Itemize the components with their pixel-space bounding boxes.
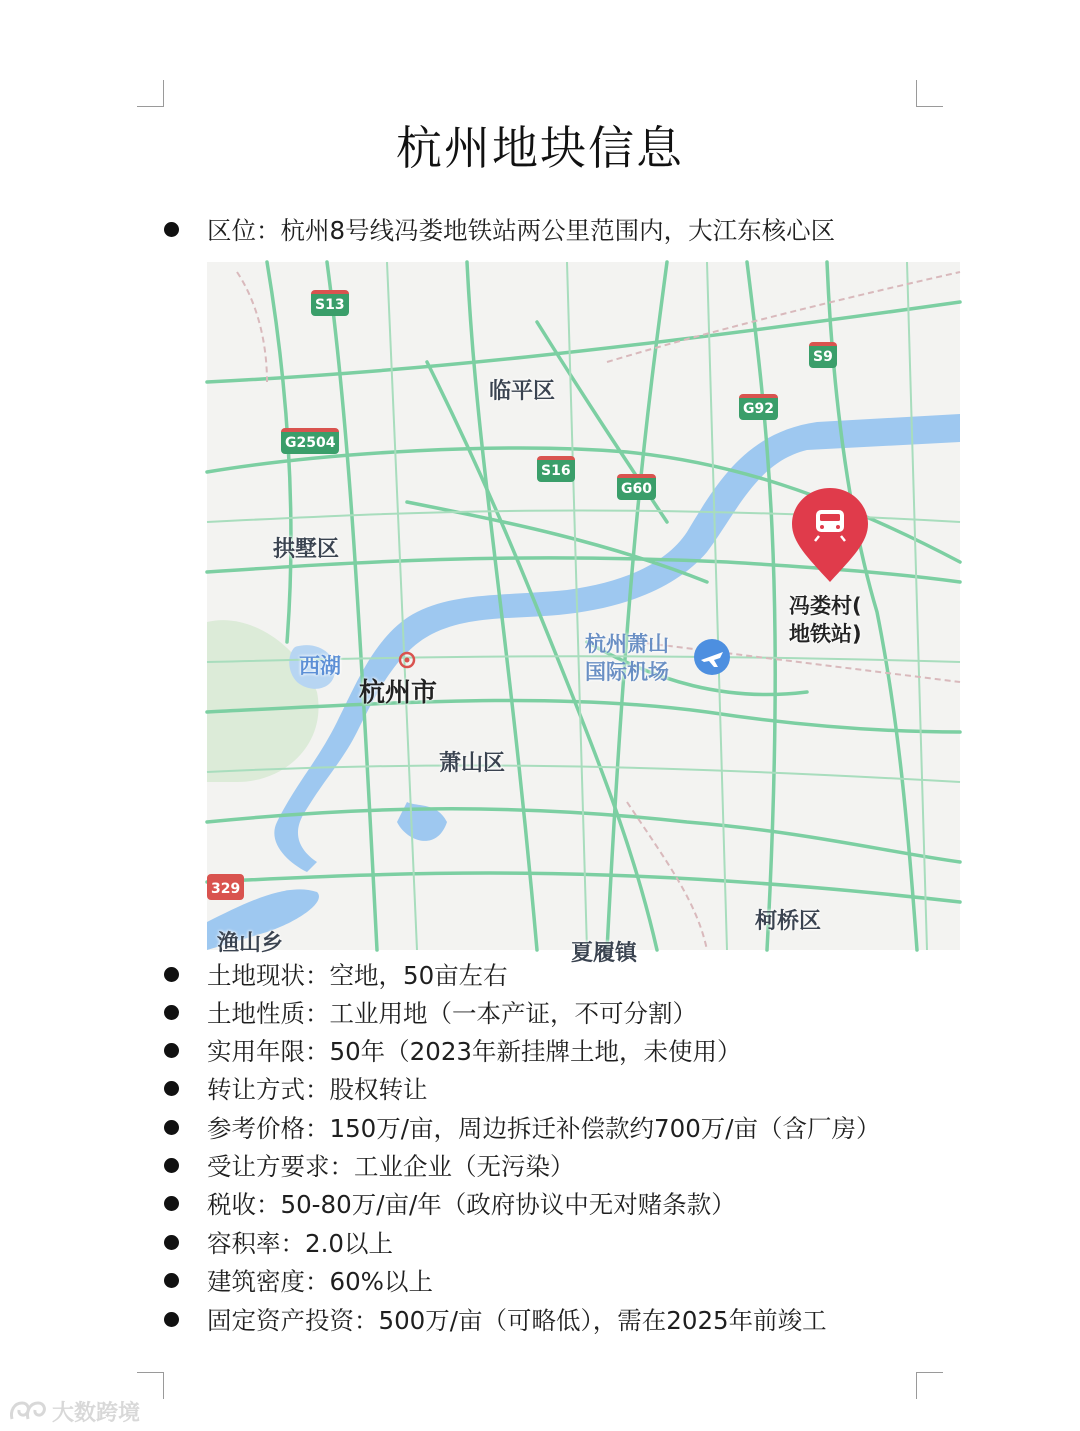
crop-mark-bottom-left [137,1372,164,1399]
crop-mark-top-right [916,80,943,107]
station-label-line2: 地铁站) [789,622,862,646]
bullet-text: 土地性质：工业用地（一本产证，不可分割） [207,999,697,1028]
bullet-dot [164,1120,179,1135]
bullet-dot [164,222,179,237]
bullet-density [164,1263,433,1298]
airport-label [585,630,669,686]
road-shield-g60: G60 [617,474,656,500]
bullet-text: 转让方式：股权转让 [207,1075,428,1104]
station-label [789,592,862,648]
road-shield-s9: S9 [809,342,837,368]
crop-mark-top-left [137,80,164,107]
crop-mark-bottom-right [916,1372,943,1399]
airport-label-line2: 国际机场 [585,660,669,684]
town-yushan: 渔山乡 [217,931,284,956]
bullet-term [164,1033,742,1068]
bullet-dot [164,1081,179,1096]
bullet-buyer [164,1148,575,1183]
road-shield-g92: G92 [739,394,778,420]
bullet-dot [164,1235,179,1250]
bullet-text: 容积率：2.0以上 [207,1229,393,1258]
bullet-location [164,212,835,247]
bullet-text: 实用年限：50年（2023年新挂牌土地，未使用） [207,1037,742,1066]
bullet-dot [164,1043,179,1058]
road-shield-g2504: G2504 [281,428,339,454]
bullet-text: 税收：50-80万/亩/年（政府协议中无对赌条款） [207,1190,736,1219]
town-xiali: 夏履镇 [571,941,638,966]
bullet-dot [164,1005,179,1020]
city-hangzhou: 杭州市 [359,678,438,708]
road-shield-329: 329 [207,874,244,900]
bullet-price [164,1110,881,1145]
bullet-text: 受让方要求：工业企业（无污染） [207,1152,575,1181]
district-gongshu: 拱墅区 [273,537,340,562]
bullet-text: 固定资产投资：500万/亩（可略低），需在2025年前竣工 [207,1306,827,1335]
watermark-logo-icon [8,1399,46,1425]
bullet-dot [164,967,179,982]
bullet-text: 土地现状：空地，50亩左右 [207,961,508,990]
bullet-dot [164,1312,179,1327]
bullet-investment [164,1302,827,1337]
bullet-dot [164,1158,179,1173]
bullet-tax [164,1186,736,1221]
road-shield-s13: S13 [311,290,349,316]
watermark [8,1396,140,1427]
location-map[interactable] [207,262,960,966]
bullet-transfer [164,1071,428,1106]
bullet-text: 参考价格：150万/亩，周边拆迁补偿款约700万/亩（含厂房） [207,1114,881,1143]
district-keqiao: 柯桥区 [755,909,822,934]
district-xiaoshan: 萧山区 [439,751,506,776]
bullet-nature [164,995,697,1030]
bullet-dot [164,1273,179,1288]
west-lake-label: 西湖 [299,654,341,678]
bullet-text: 建筑密度：60%以上 [207,1267,433,1296]
airport-label-line1: 杭州萧山 [585,632,669,656]
watermark-text: 大数跨境 [52,1401,141,1426]
page-title: 杭州地块信息 [396,121,684,175]
bullet-status [164,957,508,992]
road-shield-s16: S16 [537,456,575,482]
station-label-line1: 冯娄村( [789,594,862,618]
bullet-far [164,1225,393,1260]
district-linping: 临平区 [489,379,556,404]
bullet-text: 区位：杭州8号线冯娄地铁站两公里范围内，大江东核心区 [207,216,836,245]
bullet-dot [164,1196,179,1211]
